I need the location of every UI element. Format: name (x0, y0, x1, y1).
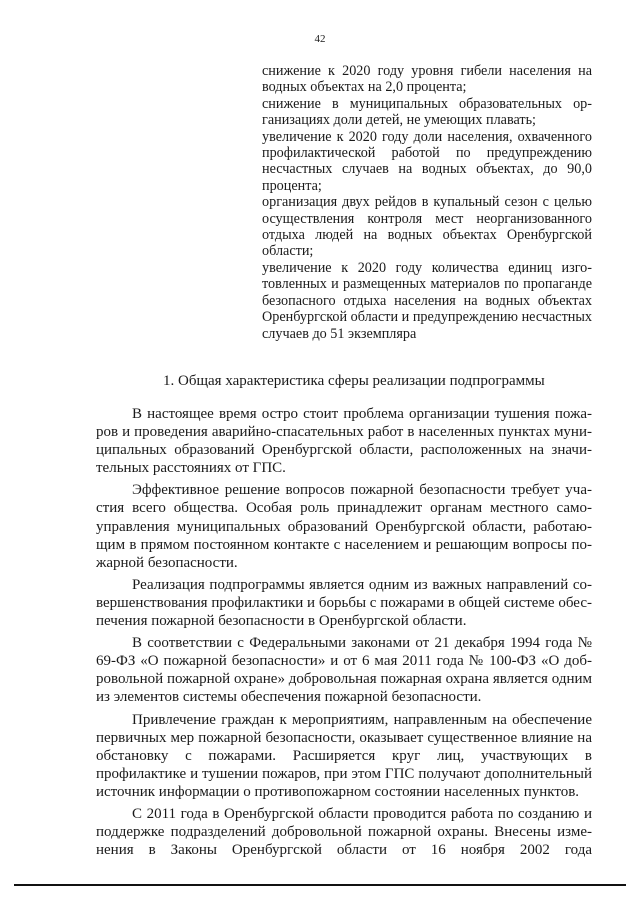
body-paragraph: Эффективное решение вопросов пожарной безопасности требует участия всего общества. Особая роль принадлежит органам местного самоуправления муниципальных образований Оренбургской области, работающим в прямом постоянном контакте с населением и решающим вопросы пожарной безопасности. (96, 482, 592, 571)
goal-item: организация двух рейдов в купальный сезон с целью осуществления контроля мест неорганизованного отдыха людей на водных объектах Оренбургской области; (262, 194, 592, 260)
section-heading: 1. Общая характеристика сферы реализации подпрограммы (163, 373, 545, 389)
goal-item: увеличение к 2020 году доли населения, охваченного профилактической работой по предупреждению несчастных случаев на водных объектах, до 90,0 процента; (262, 128, 592, 194)
page-number: 42 (314, 33, 326, 45)
subprogram-goals-list (262, 63, 592, 342)
body-paragraph: Привлечение граждан к мероприятиям, направленным на обеспечение первичных мер пожарной безопасности, оказывает существенное влияние на обстановку с пожарами. Расширяется круг лиц, участвующих в профилактике и тушении пожаров, при этом ГПС получают дополнительный источник информации о противопожарном состоянии населенных пунктов. (96, 711, 592, 800)
bottom-divider (14, 884, 626, 886)
section-body (96, 405, 592, 863)
body-paragraph: В соответствии с Федеральными законами от 21 декабря 1994 года № 69-ФЗ «О пожарной безопасности» и от 6 мая 2011 года № 100-ФЗ «О добровольной пожарной охране» добровольная пожарная охрана является одним из элементов системы обеспечения пожарной безопасности. (96, 635, 592, 706)
body-paragraph: Реализация подпрограммы является одним из важных направлений совершенствования профилактики и борьбы с пожарами в общей системе обеспечения пожарной безопасности в Оренбургской области. (96, 576, 592, 630)
goal-item: увеличение к 2020 году количества единиц изготовленных и размещенных материалов по пропаганде безопасного отдыха населения на водных объектах Оренбургской области и предупреждению несчастных случаев до 51 экземпляра (262, 259, 592, 342)
body-paragraph: С 2011 года в Оренбургской области проводится работа по созданию и поддержке подразделений добровольной пожарной охраны. Внесены изменения в Законы Оренбургской области от 16 ноября 2002 года (96, 805, 592, 859)
goal-item: снижение к 2020 году уровня гибели населения на водных объектах на 2,0 процента; (262, 63, 592, 96)
body-paragraph: В настоящее время остро стоит проблема организации тушения пожаров и проведения аварийно-спасательных работ в населенных пунктах муниципальных образований Оренбургской области, расположенных на значительных расстояниях от ГПС. (96, 406, 592, 477)
goal-item: снижение в муниципальных образовательных организациях доли детей, не умеющих плавать; (262, 95, 592, 129)
